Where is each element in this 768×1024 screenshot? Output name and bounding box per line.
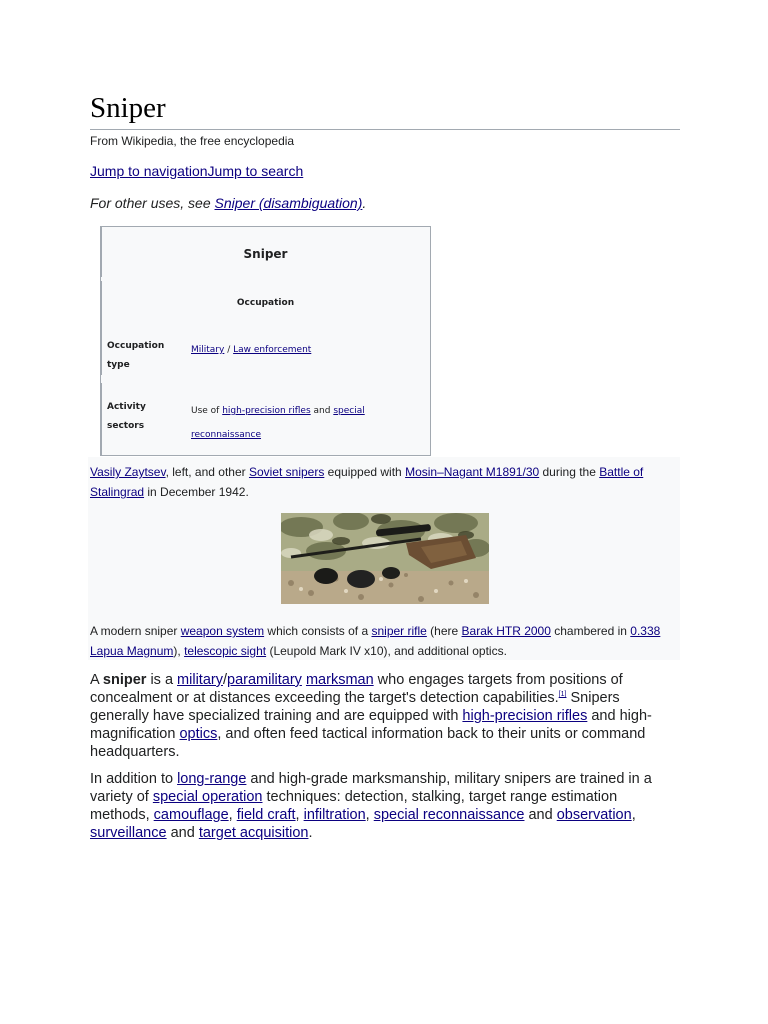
image-caption-zaytsev (90, 462, 670, 502)
site-tagline: From Wikipedia, the free encyclopedia (90, 134, 295, 148)
military-link[interactable]: military (177, 672, 223, 688)
title-divider (90, 129, 680, 130)
para-text: , (295, 807, 304, 823)
activity-prefix: Use of (191, 406, 223, 416)
caption-text: (Leupold Mark IV x10), and additional optics. (266, 644, 507, 658)
para-text: A (90, 672, 103, 688)
para-text: , (365, 807, 374, 823)
para-text: . (308, 825, 313, 841)
hatnote (90, 194, 366, 212)
hatnote-suffix: . (362, 195, 367, 211)
special-operation-link[interactable]: special operation (152, 789, 263, 805)
sniper-bold-term: sniper (102, 672, 147, 688)
paramilitary-link[interactable]: paramilitary (227, 672, 302, 688)
activity-sectors-label: Activity sectors (107, 402, 146, 431)
hatnote-prefix: For other uses, see (90, 195, 215, 211)
infobox-subtitle: Occupation (236, 298, 295, 308)
infobox-title: Sniper (243, 247, 288, 261)
separator: / (224, 345, 234, 355)
para-text: is a (146, 672, 178, 688)
observation-link[interactable]: observation (556, 807, 632, 823)
jump-to-navigation-link[interactable]: Jump to navigation (90, 163, 208, 179)
para-text: and (524, 807, 557, 823)
field-craft-link[interactable]: field craft (236, 807, 296, 823)
infobox-row-rule (101, 281, 102, 327)
jump-links (90, 162, 303, 180)
para-text: Snipers generally have specialized training and are equipped with (90, 690, 620, 724)
infobox (100, 226, 431, 456)
infobox-row-rule (101, 227, 102, 277)
optics-link[interactable]: optics (179, 726, 218, 742)
occupation-type-label: Occupation type (107, 341, 165, 370)
marksman-link[interactable]: marksman (305, 672, 374, 688)
soviet-snipers-link[interactable]: Soviet snipers (248, 465, 325, 479)
para-text: who engages targets from positions of concealment or at distances exceeding the target's detection capabilities. (90, 672, 623, 706)
para-text: and (166, 825, 199, 841)
special-reconnaissance-link[interactable]: special reconnaissance (373, 807, 525, 823)
target-acquisition-link[interactable]: target acquisition (198, 825, 309, 841)
image-caption-weapon-system (90, 621, 670, 661)
camouflage-link[interactable]: camouflage (153, 807, 229, 823)
reference-1-link[interactable]: [1] (558, 691, 567, 699)
caption-text: chambered in (550, 624, 631, 638)
para-text: and high-magnification (90, 708, 652, 742)
caption-text: in December 1942. (144, 485, 249, 499)
intro-paragraph (90, 671, 680, 761)
infobox-row-rule (101, 383, 102, 455)
barak-htr-2000-link[interactable]: Barak HTR 2000 (461, 624, 551, 638)
high-precision-rifles-link[interactable]: high-precision rifles (462, 708, 588, 724)
para-text: techniques: detection, stalking, target range estimation methods, (90, 789, 618, 823)
caption-text: which consists of a (264, 624, 372, 638)
caption-text: , left, and other (165, 465, 249, 479)
jump-to-search-link[interactable]: Jump to search (207, 163, 304, 179)
para-text: and high-grade marksmanship, military snipers are trained in a variety of (90, 771, 652, 805)
para-text: In addition to (90, 771, 178, 787)
special-reconnaissance-link[interactable]: special reconnaissance (191, 406, 365, 440)
sniper-rifle-image (281, 513, 489, 604)
para-text: , (631, 807, 636, 823)
infiltration-link[interactable]: infiltration (303, 807, 366, 823)
sniper-rifle-photo[interactable] (281, 513, 489, 604)
activity-sectors-value (191, 399, 421, 447)
para-text: / (222, 672, 227, 688)
mosin-nagant-link[interactable]: Mosin–Nagant M1891/30 (405, 465, 540, 479)
training-paragraph (90, 770, 680, 842)
infobox-row-rule (101, 325, 102, 375)
lapua-magnum-link[interactable]: 0.338 Lapua Magnum (90, 624, 661, 658)
occupation-type-value (191, 338, 421, 362)
battle-of-stalingrad-link[interactable]: Battle of Stalingrad (90, 465, 644, 499)
disambiguation-link[interactable]: Sniper (disambiguation) (214, 195, 363, 211)
page-title: Sniper (90, 92, 166, 124)
caption-text: A modern sniper (90, 624, 181, 638)
vasily-zaytsev-link[interactable]: Vasily Zaytsev (90, 465, 166, 479)
activity-mid: and (310, 406, 334, 416)
sniper-rifle-link[interactable]: sniper rifle (371, 624, 427, 638)
military-link[interactable]: Military (191, 345, 225, 355)
long-range-link[interactable]: long-range (177, 771, 247, 787)
telescopic-sight-link[interactable]: telescopic sight (184, 644, 267, 658)
surveillance-link[interactable]: surveillance (90, 825, 167, 841)
caption-text: during the (539, 465, 600, 479)
caption-text: (here (426, 624, 462, 638)
para-text: , (228, 807, 237, 823)
weapon-system-link[interactable]: weapon system (180, 624, 265, 638)
caption-text: ), (173, 644, 185, 658)
high-precision-rifles-link[interactable]: high-precision rifles (222, 406, 311, 416)
law-enforcement-link[interactable]: Law enforcement (233, 345, 312, 355)
para-text: , and often feed tactical information back to their units or command headquarters. (90, 726, 646, 760)
caption-text: equipped with (324, 465, 406, 479)
